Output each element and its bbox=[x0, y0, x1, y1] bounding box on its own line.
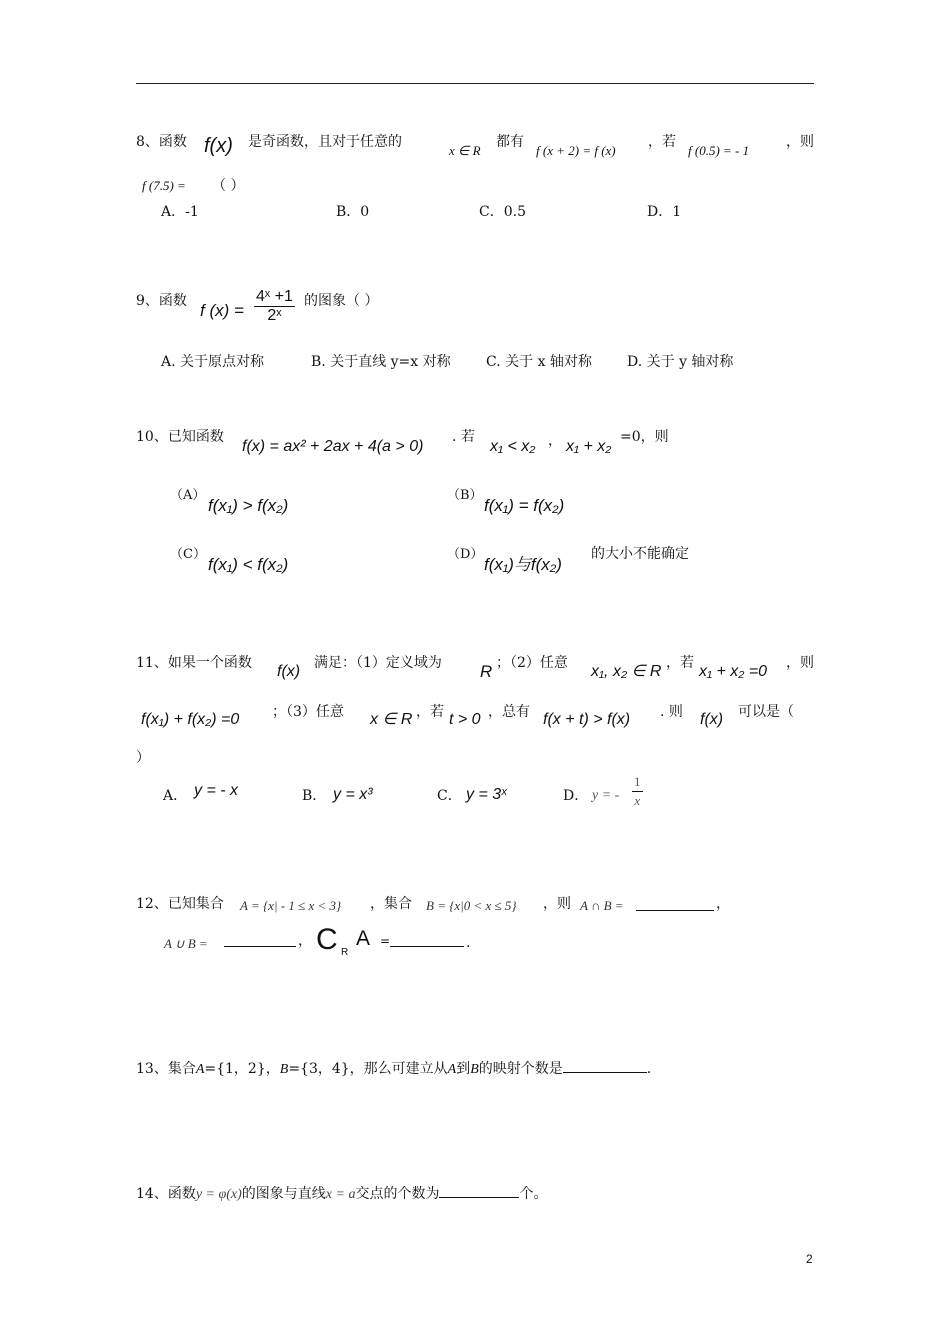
q11-option-a-label: A． bbox=[163, 788, 188, 804]
q10-option-c-expr: f(x₁) < f(x₂) bbox=[208, 555, 289, 574]
q11-text-3: ，若 bbox=[666, 655, 694, 671]
q9-number: 9、函数 bbox=[136, 293, 187, 309]
q11-option-d-expr: y = - bbox=[592, 788, 620, 803]
q12-blank-3[interactable] bbox=[390, 932, 464, 947]
q11-option-b-expr: y = x³ bbox=[333, 786, 373, 803]
q12-text-1: ，集合 bbox=[370, 896, 412, 912]
q8-line2-paren: （ ） bbox=[212, 178, 245, 194]
q8-option-d: D．1 bbox=[647, 204, 682, 220]
q10-option-c-label: （C） bbox=[170, 547, 206, 562]
q8-fx: f(x) bbox=[204, 135, 233, 157]
q11-option-a-expr: y = - x bbox=[194, 782, 239, 799]
q11-text-2: ；（2）任意 bbox=[496, 655, 568, 671]
q10-option-b-expr: f(x₁) = f(x₂) bbox=[484, 496, 565, 515]
q13-set-b-letter-2: B bbox=[470, 1062, 479, 1077]
q12-complement-c: C bbox=[316, 923, 338, 956]
q11-option-c-expr: y = 3ˣ bbox=[466, 786, 507, 803]
q12-set-a: A = {x| - 1 ≤ x < 3} bbox=[240, 898, 342, 913]
q10-option-d-label: （D） bbox=[447, 547, 484, 562]
q10-cond-1: x₁ < x₂ bbox=[490, 438, 536, 455]
q11-math-2: x₁ + x₂ =0 bbox=[699, 663, 768, 680]
q13-blank[interactable] bbox=[563, 1058, 647, 1073]
q10-text-2: =0，则 bbox=[620, 429, 669, 445]
q11-fx: f(x) bbox=[277, 663, 301, 680]
q8-text-2: 都有 bbox=[496, 134, 524, 150]
q9-option-b: B. 关于直线 y=x 对称 bbox=[311, 354, 451, 370]
q12-complement-a: A bbox=[356, 927, 371, 950]
q9-numerator: 4ˣ +1 bbox=[256, 288, 293, 305]
q13-text-a: 13、集合 bbox=[136, 1061, 196, 1077]
q12-union: A ∪ B = bbox=[164, 936, 208, 951]
q11-option-d-label: D． bbox=[563, 788, 589, 804]
q14-text-a: 14、函数 bbox=[136, 1186, 196, 1202]
q10-option-d-expr: f(x₁)与f(x₂) bbox=[484, 555, 562, 574]
q9-fraction bbox=[254, 288, 295, 325]
q8-text-4: ，则 bbox=[786, 134, 814, 150]
q9-lhs: f (x) = bbox=[200, 301, 244, 320]
q9-option-a: A. 关于原点对称 bbox=[161, 354, 265, 370]
q11-line3: ） bbox=[136, 750, 150, 766]
q11-text-1: 满足：（1）定义域为 bbox=[314, 655, 442, 671]
q8-text-1: 是奇函数，且对于任意的 bbox=[248, 134, 402, 150]
q8-text-3: ，若 bbox=[648, 134, 676, 150]
q14-blank[interactable] bbox=[439, 1183, 519, 1198]
q12-blank-2[interactable] bbox=[224, 932, 296, 947]
q8-math-1: x ∈ R bbox=[449, 143, 481, 158]
q12-set-b: B = {x|0 < x ≤ 5} bbox=[426, 898, 517, 913]
q11-line2-text-4: . 则 bbox=[660, 704, 683, 720]
q13-set-a-letter: A bbox=[195, 1062, 205, 1077]
q11-R: R bbox=[480, 662, 493, 681]
q14-math-2: x = a bbox=[325, 1187, 356, 1202]
q10-text-1: . 若 bbox=[452, 429, 475, 445]
q10-option-a-label: （A） bbox=[170, 488, 206, 503]
q12-intersection: A ∩ B = bbox=[580, 898, 624, 913]
q13-text-e: 的映射个数是 bbox=[478, 1061, 563, 1077]
q10-number: 10、已知函数 bbox=[136, 429, 224, 445]
q11-line2-math-2: x ∈ R bbox=[370, 711, 413, 728]
q11-line2-text-3: ，总有 bbox=[488, 704, 530, 720]
q11-line2-math-4: f(x + t) > f(x) bbox=[543, 711, 631, 728]
q9-tail: 的图象（ ） bbox=[304, 293, 379, 309]
q11-line2-text-5: 可以是（ bbox=[738, 704, 794, 720]
q13-text-b: ={1，2}， bbox=[204, 1061, 280, 1077]
q14-text-b: 的图象与直线 bbox=[241, 1186, 326, 1202]
q11-option-b-label: B． bbox=[302, 788, 327, 804]
q12-text-2: ，则 bbox=[543, 896, 571, 912]
q12-line2-end: . bbox=[466, 935, 471, 951]
question-14 bbox=[136, 1183, 547, 1204]
q8-option-a: A．-1 bbox=[161, 204, 199, 220]
q12-line2-text-1: ， bbox=[298, 933, 312, 949]
question-13 bbox=[136, 1058, 651, 1079]
q11-line2-text-2: ，若 bbox=[416, 704, 444, 720]
q11-option-c-label: C． bbox=[437, 788, 462, 804]
q10-function: f(x) = ax² + 2ax + 4(a > 0) bbox=[242, 438, 424, 455]
q12-blank-1[interactable] bbox=[636, 896, 714, 911]
q14-text-c: 交点的个数为 bbox=[355, 1186, 440, 1202]
q13-end: . bbox=[646, 1061, 652, 1077]
q11-option-d-den: x bbox=[634, 793, 641, 808]
q10-option-d-tail: 的大小不能确定 bbox=[591, 546, 689, 562]
q10-sep: ， bbox=[548, 433, 562, 449]
q9-denominator: 2ˣ bbox=[267, 307, 282, 324]
q8-number: 8、函数 bbox=[136, 134, 187, 150]
q8-line2-math: f (7.5) = bbox=[142, 178, 186, 193]
q11-line2-math-1: f(x₁) + f(x₂) =0 bbox=[141, 711, 240, 728]
page-number: 2 bbox=[806, 1252, 813, 1266]
q8-math-3: f (0.5) = - 1 bbox=[688, 143, 750, 158]
q8-option-b: B．0 bbox=[336, 204, 370, 220]
q11-math-1: x₁, x₂ ∈ R bbox=[591, 663, 662, 680]
q9-option-c: C. 关于 x 轴对称 bbox=[486, 354, 592, 370]
q12-number: 12、已知集合 bbox=[136, 896, 224, 912]
q12-text-3: ， bbox=[716, 896, 730, 912]
q13-text-c: ={3，4}，那么可建立从 bbox=[288, 1061, 448, 1077]
q11-line2-text-1: ；（3）任意 bbox=[272, 704, 344, 720]
q14-math-1: y = φ(x) bbox=[195, 1187, 242, 1202]
q11-text-4: ，则 bbox=[786, 655, 814, 671]
q8-math-2: f (x + 2) = f (x) bbox=[536, 143, 616, 158]
q11-option-d-num: 1 bbox=[632, 773, 643, 792]
q11-option-d-fraction bbox=[632, 773, 643, 810]
q10-option-b-label: （B） bbox=[447, 488, 483, 503]
q13-text-d: 到 bbox=[456, 1061, 471, 1077]
q11-line2-math-3: t > 0 bbox=[449, 711, 481, 728]
q8-option-c: C．0.5 bbox=[479, 204, 526, 220]
q12-complement-eq: = bbox=[380, 934, 391, 948]
q11-line2-math-5: f(x) bbox=[700, 711, 724, 728]
q10-option-a-expr: f(x₁) > f(x₂) bbox=[208, 496, 289, 515]
q9-option-d: D. 关于 y 轴对称 bbox=[627, 354, 734, 370]
q13-set-a-letter-2: A bbox=[447, 1062, 457, 1077]
header-rule bbox=[136, 83, 814, 84]
q14-end: 个。 bbox=[519, 1186, 548, 1202]
q12-complement-sub: R bbox=[341, 947, 349, 958]
q11-number: 11、如果一个函数 bbox=[136, 655, 252, 671]
q13-set-b-letter: B bbox=[279, 1062, 289, 1077]
q10-cond-2: x₁ + x₂ bbox=[566, 438, 612, 455]
